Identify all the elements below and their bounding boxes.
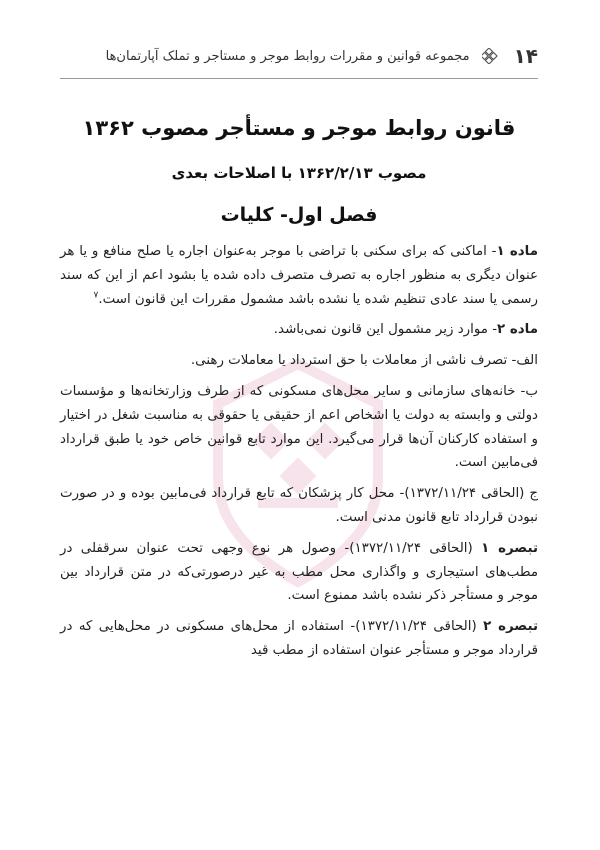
article-label: ماده ۲ xyxy=(497,322,538,338)
note-2 xyxy=(60,615,538,663)
page-number: ۱۴ xyxy=(513,44,538,68)
clause-jim xyxy=(60,482,538,530)
article-text: - اماکنی که برای سکنی با تراضی با موجر به‌عنوان اجاره یا صلح منافع و یا هر عنوان دیگری به منظور اجاره به تصرف متصرف داده شده یا بشود اعم از این که سند رسمی یا سند عادی تنظیم شده یا نشده باشد مشمول مقررات این قانون است. xyxy=(60,244,538,307)
header-divider xyxy=(60,78,538,79)
article-1 xyxy=(60,240,538,311)
diamond-ornament-icon xyxy=(482,48,498,64)
note-label: تبصره ۲ xyxy=(483,619,538,635)
article-2 xyxy=(60,318,538,342)
clause-text: ب- خانه‌های سازمانی و سایر محل‌های مسکونی که از طرف وزارتخانه‌ها و مؤسسات دولتی و وابسته به دولت یا اشخاص اعم از حقیقی یا حقوقی به مناسبت شغل در اختیار و استفاده کارکنان آن‌ها قرار می‌گیرد. این موارد تابع قوانین خاص خود یا طبق قرارداد فی‌مابین است. xyxy=(60,383,538,471)
clause-be xyxy=(60,380,538,475)
running-title: مجموعه قوانین و مقررات روابط موجر و مستاجر و تملک آپارتمان‌ها xyxy=(105,48,470,64)
running-header xyxy=(60,40,538,72)
clause-alef xyxy=(60,349,538,373)
clause-text: الف- تصرف ناشی از معاملات با حق استرداد یا معاملات رهنی. xyxy=(190,353,538,369)
clause-text: ج (الحاقی ۱۳۷۲/۱۱/۲۴)- محل کار پزشکان که تابع قرارداد فی‌مابین بوده و در صورت نبودن قرارداد تابع قانون مدنی است. xyxy=(60,486,538,525)
chapter-title: فصل اول- کلیات xyxy=(220,204,378,226)
note-1 xyxy=(60,537,538,608)
law-subtitle: مصوب ۱۳۶۲/۲/۱۳ با اصلاحات بعدی xyxy=(171,164,427,182)
law-body xyxy=(60,240,538,670)
footnote-marker[interactable]: ۷ xyxy=(93,290,99,301)
note-label: تبصره ۱ xyxy=(481,540,538,556)
note-text: (الحاقی ۱۳۷۲/۱۱/۲۴)- استفاده از محل‌های مسکونی در محل‌هایی که در قرارداد موجر و مستأجر عنوان استفاده از مطب قید xyxy=(60,619,538,658)
article-text: - موارد زیر مشمول این قانون نمی‌باشد. xyxy=(273,322,498,338)
article-label: ماده ۱ xyxy=(496,244,538,259)
law-title: قانون روابط موجر و مستأجر مصوب ۱۳۶۲ xyxy=(82,116,516,140)
note-text: (الحاقی ۱۳۷۲/۱۱/۲۴)- وصول هر نوع وجهی تحت عنوان سرقفلی در مطب‌های استیجاری و واگذاری محل مطب به غیر درصورتی‌که در متن قرارداد بین موجر و مستأجر ذکر نشده باشد ممنوع است. xyxy=(60,540,538,604)
